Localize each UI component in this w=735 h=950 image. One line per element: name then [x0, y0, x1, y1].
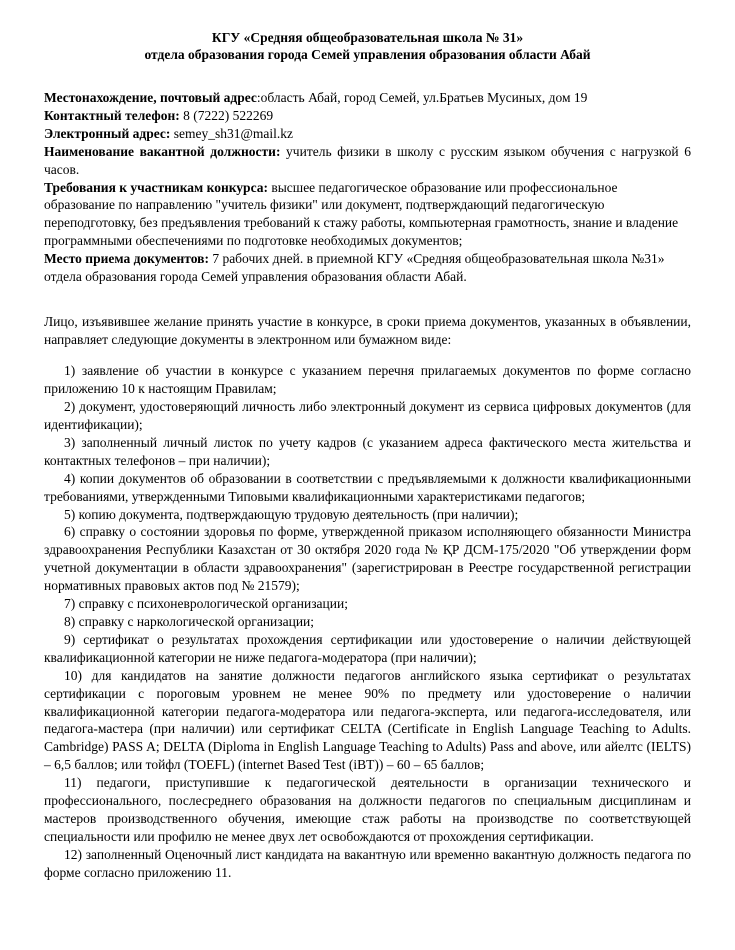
email-label: Электронный адрес: [44, 125, 171, 141]
phone-value: 8 (7222) 522269 [179, 107, 274, 123]
requirements-value: высшее педагогическое образование или профессиональное образование по направлению "учитель физики" или документ, подтверждающий педагогическую переподготовку, без предъявления требований к стажу работы, компьютерная грамотность, знание и владение программными обеспечениями по подготовке необходимых документов; [44, 179, 679, 249]
document-title [44, 30, 691, 63]
location-line [44, 89, 691, 107]
phone-label: Контактный телефон: [44, 107, 180, 123]
title-line-2: отдела образования города Семей управления образования области Абай [144, 46, 591, 62]
list-item: 3) заполненный личный листок по учету кадров (с указанием адреса фактического места жительства и контактных телефонов – при наличии); [44, 434, 691, 468]
documents-list [44, 362, 691, 881]
position-label: Наименование вакантной должности: [44, 143, 281, 159]
docs-place-line [44, 250, 691, 286]
requirements-label: Требования к участникам конкурса: [44, 179, 268, 195]
intro-paragraph: Лицо, изъявившее желание принять участие в конкурсе, в сроки приема документов, указанных в объявлении, направляет следующие документы в электронном или бумажном виде: [44, 313, 691, 347]
list-item: 6) справку о состоянии здоровья по форме, утвержденной приказом исполняющего обязанности Министра здравоохранения Республики Казахстан от 30 октября 2020 года № ҚР ДСМ-175/2020 "Об утверждении форм учетной документации в области здравоохранения" (зарегистрирован в Реестре государственной регистрации нормативных правовых актов под № 21579); [44, 524, 691, 594]
docs-place-value: 7 рабочих дней. в приемной КГУ «Средняя общеобразовательная школа №31» отдела образования города Семей управления образования области Абай. [44, 251, 665, 285]
list-item: 9) сертификат о результатах прохождения сертификации или удостоверение о наличии действующей квалификационной категории не ниже педагога-модератора (при наличии); [44, 631, 691, 665]
list-item: 12) заполненный Оценочный лист кандидата на вакантную или временно вакантную должность педагога по форме согласно приложению 11. [44, 846, 691, 880]
position-line [44, 143, 691, 179]
requirements-line [44, 179, 691, 251]
list-item: 8) справку с наркологической организации; [64, 613, 315, 629]
list-item: 4) копии документов об образовании в соответствии с предъявляемыми к должности квалификационными требованиями, утвержденными Типовыми квалификационными характеристиками педагогов; [44, 470, 691, 504]
phone-line [44, 107, 691, 125]
location-value: :область Абай, город Семей, ул.Братьев Мусиных, дом 19 [256, 90, 588, 105]
list-item: 1) заявление об участии в конкурсе с указанием перечня прилагаемых документов по форме согласно приложению 10 к настоящим Правилам; [44, 363, 691, 397]
position-value: учитель физики в школу с русским языком обучения с нагрузкой 6 часов. [44, 143, 691, 177]
list-item: 7) справку с психоневрологической организации; [64, 596, 348, 612]
list-item: 11) педагоги, приступившие к педагогической деятельности в организации технического и профессионального, послесреднего образования на должности педагогов по специальным дисциплинам и мастеров производственного обучения, имеющие стаж работы на производстве по соответствующей специальности или профилю не менее двух лет освобождаются от прохождения сертификации. [44, 775, 691, 844]
vacancy-info [44, 89, 691, 286]
list-item: 5) копию документа, подтверждающую трудовую деятельность (при наличии); [64, 506, 519, 522]
list-item: 2) документ, удостоверяющий личность либо электронный документ из сервиса цифровых документов (для идентификации); [44, 399, 691, 432]
list-item: 10) для кандидатов на занятие должности педагогов английского языка сертификат о результатах сертификации с пороговым уровнем не менее 90% по предмету или удостоверение о наличии квалификационной категории педагога-модератора или педагога-эксперта, или педагога-исследователя, или педагога-мастера (при наличии) или сертификат CELTA (Certificate in English Language Teaching to Adults. Cambridge) PASS A; DELTA (Diploma in English Language Teaching to Adults) Pass and above, или айелтс (IELTS) – 6,5 баллов; или тойфл (TOEFL) (internet Based Test (iBT)) – 60 – 65 баллов; [44, 667, 691, 773]
location-label: Местонахождение, почтовый адрес [44, 90, 257, 105]
title-line-1: КГУ «Средняя общеобразовательная школа № 31» [211, 30, 524, 45]
email-line [44, 125, 691, 143]
email-value: semey_sh31@mail.kz [170, 125, 294, 141]
docs-place-label: Место приема документов: [44, 251, 209, 267]
